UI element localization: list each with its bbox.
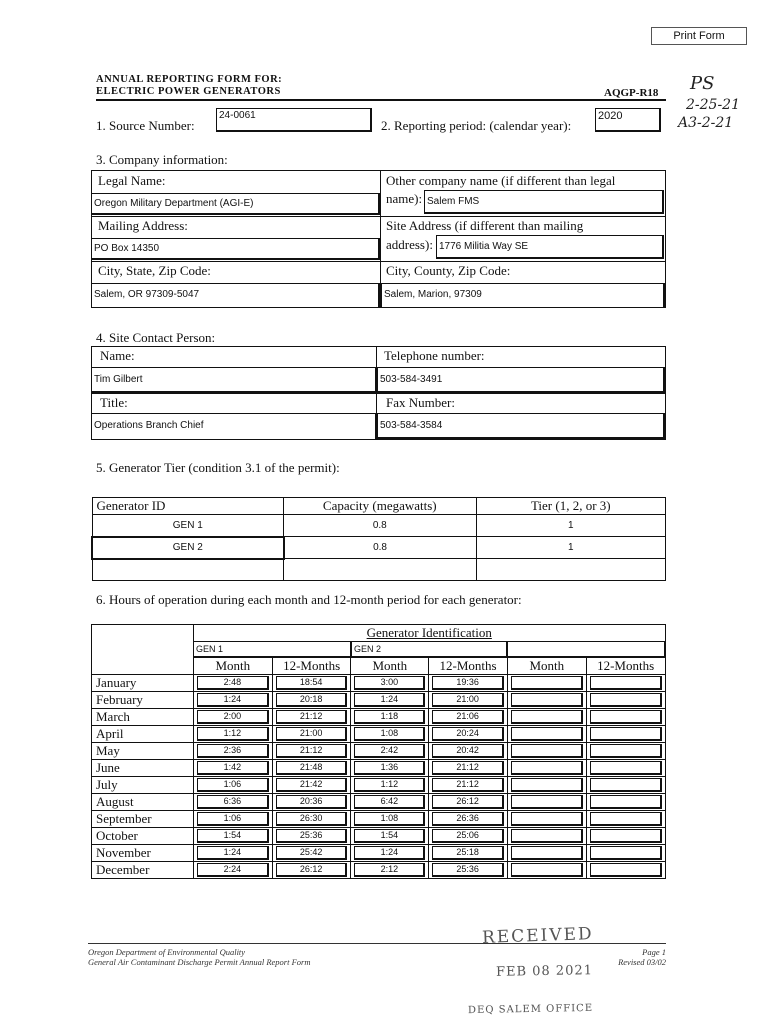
hours-input[interactable] [590,829,662,843]
month-hours-cell [351,674,429,691]
twelve-month-hours-cell [272,776,351,793]
hours-input[interactable] [511,778,583,792]
contact-name-field[interactable]: Tim Gilbert [92,367,377,393]
twelve-month-hours-cell [429,742,508,759]
hours-input[interactable]: 1:36 [354,761,425,775]
hours-input[interactable] [511,863,583,877]
hours-input[interactable]: 1:06 [197,778,269,792]
header-rule [96,99,666,101]
twelve-month-hours-cell [429,759,508,776]
gen-id-field-3[interactable] [507,642,665,657]
twelve-month-hours-cell [429,691,508,708]
month-name: May [92,742,194,759]
month-name: October [92,827,194,844]
hours-input[interactable] [511,829,583,843]
month-hours-cell [193,793,272,810]
site-contact-heading: 4. Site Contact Person: [96,330,216,345]
hours-input[interactable]: 25:36 [276,829,348,843]
twelve-month-hours-cell [272,793,351,810]
hours-input[interactable]: 2:24 [197,863,269,877]
site-address-label: Site Address (if different than mailing [386,218,584,233]
tier-header: Tier (1, 2, or 3) [476,498,665,515]
hours-group-header-row [92,625,666,642]
tier-cell[interactable]: 1 [476,537,665,559]
hours-table-body [92,674,666,878]
twelve-month-hours-cell [272,861,351,878]
month-hours-cell [193,691,272,708]
hours-input[interactable] [590,676,662,690]
month-hours-cell [193,810,272,827]
twelve-month-hours-cell [272,742,351,759]
contact-title-label: Title: [100,395,128,410]
twelve-month-hours-cell [586,725,665,742]
twelve-month-hours-cell [586,708,665,725]
hours-input[interactable]: 20:18 [276,693,348,707]
hours-input[interactable]: 1:12 [354,778,425,792]
table-row [92,537,666,559]
capacity-cell[interactable]: 0.8 [284,537,477,559]
hours-input[interactable]: 1:18 [354,710,425,724]
hours-input[interactable]: 21:48 [276,761,348,775]
gen-id-field-2[interactable]: GEN 2 [351,642,507,657]
hours-input[interactable] [590,846,662,860]
capacity-header: Capacity (megawatts) [284,498,477,515]
reporting-period-field[interactable]: 2020 [595,108,661,132]
twelve-month-hours-cell [586,691,665,708]
hours-input[interactable] [511,693,583,707]
month-hours-cell [507,674,586,691]
month-hours-cell [193,776,272,793]
hours-input[interactable]: 21:12 [276,744,348,758]
hours-input[interactable]: 1:08 [354,727,425,741]
twelve-month-hours-cell [272,691,351,708]
city-county-zip-field[interactable]: Salem, Marion, 97309 [381,283,665,307]
hours-input[interactable] [511,710,583,724]
site-address-field[interactable]: 1776 Militia Way SE [436,235,664,259]
site-address-label-2: address): [386,237,433,252]
generator-tier-table [91,497,666,581]
month-name: March [92,708,194,725]
twelve-month-hours-cell [429,674,508,691]
month-hours-cell [351,759,429,776]
received-stamp: RECEIVED [481,924,594,948]
fax-field[interactable]: 503-584-3584 [377,413,665,439]
fax-label: Fax Number: [386,395,455,410]
month-hours-cell [507,793,586,810]
month-subheader: Month [351,657,429,675]
hours-input[interactable]: 2:36 [197,744,269,758]
other-name-label-2: name): [386,191,423,206]
hours-input[interactable]: 26:12 [432,795,504,809]
generator-id-cell[interactable]: GEN 2 [92,537,284,559]
month-name: September [92,810,194,827]
generator-id-header: Generator ID [92,498,284,515]
city-state-zip-field[interactable]: Salem, OR 97309-5047 [92,283,380,307]
hours-input[interactable] [511,744,583,758]
twelve-month-hours-cell [586,861,665,878]
hours-input[interactable]: 21:00 [276,727,348,741]
table-row [92,759,666,776]
hours-input[interactable]: 6:36 [197,795,269,809]
hours-input[interactable] [590,744,662,758]
hours-input[interactable] [590,761,662,775]
hours-input[interactable]: 20:24 [432,727,504,741]
hours-input[interactable] [511,846,583,860]
twelve-month-hours-cell [429,776,508,793]
tier-cell[interactable] [476,559,665,581]
hours-input[interactable]: 1:24 [197,846,269,860]
hours-input[interactable]: 2:48 [197,676,269,690]
form-title [96,74,282,98]
hours-input[interactable] [511,676,583,690]
generator-id-cell[interactable]: GEN 1 [92,515,284,537]
month-name: January [92,674,194,691]
month-hours-cell [193,725,272,742]
month-name: April [92,725,194,742]
hours-input[interactable]: 26:36 [432,812,504,826]
twelve-month-hours-cell [586,844,665,861]
twelve-month-subheader: 12-Months [586,657,665,675]
twelve-month-hours-cell [586,759,665,776]
month-name: February [92,691,194,708]
generator-tier-heading: 5. Generator Tier (condition 3.1 of the permit): [96,460,340,475]
month-subheader: Month [193,657,272,675]
month-hours-cell [351,844,429,861]
hours-input[interactable]: 26:12 [276,863,348,877]
telephone-label: Telephone number: [384,348,485,363]
hours-input[interactable]: 25:36 [432,863,504,877]
hours-input[interactable]: 21:12 [276,710,348,724]
table-row [92,776,666,793]
table-row [92,844,666,861]
month-hours-cell [193,844,272,861]
twelve-month-hours-cell [586,742,665,759]
hours-input[interactable] [511,795,583,809]
hours-input[interactable]: 20:42 [432,744,504,758]
company-info-table [91,170,666,308]
twelve-month-subheader: 12-Months [272,657,351,675]
hours-input[interactable]: 1:12 [197,727,269,741]
month-hours-cell [507,691,586,708]
hours-input[interactable]: 21:12 [432,761,504,775]
month-hours-cell [351,725,429,742]
city-state-zip-label: City, State, Zip Code: [98,263,211,278]
hours-input[interactable] [511,812,583,826]
generator-identification-header: Generator Identification [193,625,665,642]
telephone-field[interactable]: 503-584-3491 [377,367,665,393]
hours-input[interactable]: 1:54 [354,829,425,843]
month-hours-cell [507,776,586,793]
print-form-label: Print Form [673,30,725,42]
hours-input[interactable]: 21:00 [432,693,504,707]
hours-input[interactable]: 1:24 [354,693,425,707]
hours-input[interactable]: 19:36 [432,676,504,690]
hours-input[interactable] [590,778,662,792]
month-hours-cell [193,708,272,725]
hours-input[interactable]: 2:42 [354,744,425,758]
hours-input[interactable]: 26:30 [276,812,348,826]
hours-input[interactable] [590,710,662,724]
twelve-month-hours-cell [272,725,351,742]
hours-input[interactable]: 1:54 [197,829,269,843]
table-row [92,742,666,759]
twelve-month-hours-cell [272,674,351,691]
hours-input[interactable]: 1:08 [354,812,425,826]
hours-input[interactable]: 20:36 [276,795,348,809]
month-hours-cell [193,742,272,759]
month-name: July [92,776,194,793]
legal-name-field[interactable]: Oregon Military Department (AGI-E) [92,193,380,215]
company-info-heading: 3. Company information: [96,152,228,167]
handwritten-initials: PS [690,73,715,94]
table-row [92,725,666,742]
hours-input[interactable] [590,727,662,741]
contact-table-rule [92,393,665,394]
month-hours-cell [351,810,429,827]
footer-left [88,947,310,967]
table-row [92,861,666,878]
month-hours-cell [193,827,272,844]
hours-input[interactable]: 25:18 [432,846,504,860]
tier-cell[interactable]: 1 [476,515,665,537]
twelve-month-hours-cell [272,759,351,776]
footer-agency: Oregon Department of Environmental Quality [88,947,246,957]
month-hours-cell [507,708,586,725]
month-hours-cell [351,691,429,708]
hours-of-operation-heading: 6. Hours of operation during each month and 12-month period for each generator: [96,592,522,607]
hours-input[interactable]: 25:06 [432,829,504,843]
table-row [92,559,666,581]
month-hours-cell [351,861,429,878]
hours-of-operation-table [91,624,666,879]
company-table-rule-1 [92,216,665,217]
hours-input[interactable] [511,727,583,741]
form-title-line-2: ELECTRIC POWER GENERATORS [96,86,281,97]
footer-right [600,947,666,967]
hours-input[interactable]: 1:06 [197,812,269,826]
month-name: August [92,793,194,810]
month-hours-cell [193,759,272,776]
company-table-rule-2 [92,261,665,262]
hours-input[interactable]: 1:24 [354,846,425,860]
twelve-month-hours-cell [586,776,665,793]
month-column-header [92,625,194,675]
hours-input[interactable]: 25:42 [276,846,348,860]
month-hours-cell [507,725,586,742]
table-row [92,674,666,691]
contact-title-field[interactable]: Operations Branch Chief [92,413,377,439]
hours-input[interactable]: 18:54 [276,676,348,690]
city-county-zip-label: City, County, Zip Code: [386,263,511,278]
twelve-month-hours-cell [272,810,351,827]
hours-input[interactable]: 2:00 [197,710,269,724]
hours-input[interactable]: 3:00 [354,676,425,690]
twelve-month-hours-cell [586,674,665,691]
mailing-address-field[interactable]: PO Box 14350 [92,238,380,260]
hours-input[interactable]: 21:06 [432,710,504,724]
contact-name-label: Name: [100,348,135,363]
table-row [92,515,666,537]
generator-tier-header-row [92,498,666,515]
month-hours-cell [351,793,429,810]
reporting-period-label: 2. Reporting period: (calendar year): [381,118,572,133]
twelve-month-hours-cell [429,708,508,725]
capacity-cell[interactable]: 0.8 [284,515,477,537]
twelve-month-subheader: 12-Months [429,657,508,675]
hours-input[interactable] [590,795,662,809]
month-hours-cell [193,861,272,878]
capacity-cell[interactable] [284,559,477,581]
twelve-month-hours-cell [586,827,665,844]
generator-id-cell[interactable] [92,559,284,581]
source-number-field[interactable]: 24-0061 [216,108,372,132]
handwritten-date-1: 2-25-21 [686,97,740,113]
hours-input[interactable] [590,693,662,707]
table-row [92,793,666,810]
month-hours-cell [507,810,586,827]
month-name: November [92,844,194,861]
table-row [92,708,666,725]
twelve-month-hours-cell [429,793,508,810]
mailing-address-label: Mailing Address: [98,218,188,233]
site-contact-table [91,346,666,440]
table-row [92,810,666,827]
hours-input[interactable]: 1:24 [197,693,269,707]
month-hours-cell [193,674,272,691]
twelve-month-hours-cell [429,810,508,827]
twelve-month-hours-cell [272,827,351,844]
twelve-month-hours-cell [429,844,508,861]
table-row [92,827,666,844]
month-hours-cell [507,861,586,878]
other-name-field[interactable]: Salem FMS [424,190,664,214]
footer-form-name: General Air Contaminant Discharge Permit Annual Report Form [88,957,311,967]
hours-input[interactable]: 6:42 [354,795,425,809]
month-name: June [92,759,194,776]
twelve-month-hours-cell [272,708,351,725]
twelve-month-hours-cell [586,810,665,827]
twelve-month-hours-cell [429,861,508,878]
twelve-month-hours-cell [272,844,351,861]
month-hours-cell [507,759,586,776]
gen-id-field-1[interactable]: GEN 1 [193,642,351,657]
footer-revised: Revised 03/02 [618,957,666,967]
form-number: AQGP-R18 [604,87,659,99]
other-name-label: Other company name (if different than legal [386,173,616,188]
handwritten-date-2: A3-2-21 [678,115,734,131]
print-form-button[interactable] [651,27,747,45]
hours-input[interactable] [511,761,583,775]
month-hours-cell [351,708,429,725]
month-subheader: Month [507,657,586,675]
month-hours-cell [351,776,429,793]
twelve-month-hours-cell [586,793,665,810]
form-title-line-1: ANNUAL REPORTING FORM FOR: [96,74,283,85]
received-stamp-office: DEQ SALEM OFFICE [467,1002,594,1017]
month-name: December [92,861,194,878]
month-hours-cell [351,827,429,844]
month-hours-cell [507,844,586,861]
legal-name-label: Legal Name: [98,173,166,188]
hours-input[interactable]: 21:12 [432,778,504,792]
table-row [92,691,666,708]
month-hours-cell [351,742,429,759]
hours-input[interactable]: 21:42 [276,778,348,792]
received-stamp-date: FEB 08 2021 [495,963,594,980]
month-hours-cell [507,742,586,759]
hours-input[interactable] [590,863,662,877]
source-number-label: 1. Source Number: [96,118,195,133]
hours-input[interactable]: 1:42 [197,761,269,775]
footer-page: Page 1 [642,947,666,957]
hours-input[interactable]: 2:12 [354,863,425,877]
month-hours-cell [507,827,586,844]
hours-input[interactable] [590,812,662,826]
twelve-month-hours-cell [429,725,508,742]
twelve-month-hours-cell [429,827,508,844]
